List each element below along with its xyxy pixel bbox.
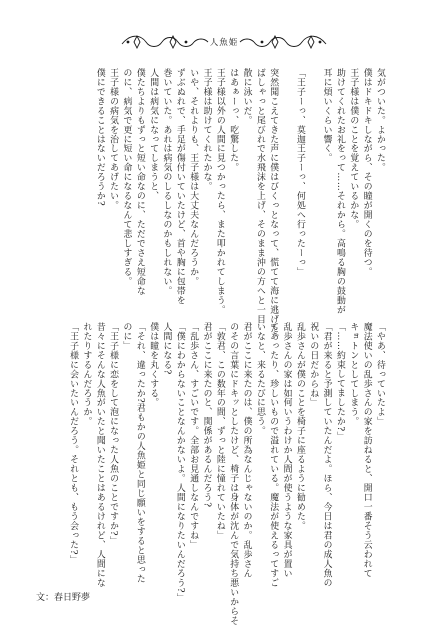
text-line: キョトンとしてしまう。 <box>348 322 359 427</box>
text-line: 僕にできることはないだろうか? <box>94 68 105 207</box>
text-line: 僕は瞳を丸くする。 <box>148 322 159 408</box>
text-line: 巻いていた。あれは病気のしるしなのかもしれない。 <box>161 68 172 296</box>
text-line: 「やあ、待っていたよ」 <box>375 322 385 427</box>
text-line: 祝いの日だからね」 <box>308 322 319 408</box>
text-line: 魔法使いの乱歩さんの家を訪ねると、開口一番そう云われて <box>361 322 372 579</box>
text-line: 王子様の病気を治してあげたい。 <box>108 68 119 211</box>
text-line: てあったり、珍しいもので溢れている。魔法が使えるってすご <box>268 322 279 588</box>
text-line: 乱歩さんの家は如何いうわけか人間が使うような家具が置い <box>281 322 292 579</box>
text-line: ばしゃっと尾びれで水飛沫を上げ、そのまま沖の方へと一目 <box>254 68 265 325</box>
text-line: 「王子様に恋をして泡になった人魚のことですか?」 <box>108 322 119 546</box>
text-line: 「君が来ると予測していたんだよ。ほら、今日は君の成人魚の <box>321 322 332 588</box>
page-title: 人魚姫 <box>209 38 239 48</box>
text-line: 人間は病気になってしまうと、 <box>148 68 159 201</box>
text-line: 君がここに来たのと、関係があるんだろう? <box>201 322 212 508</box>
text-line: 「王子ーっ、莫迦王子ーっ、何処へ行ったーっ」 <box>294 68 305 277</box>
text-line: 人間になる? <box>161 322 172 375</box>
text-line: 王子様以外の人間に見つかったら、また叩かれてしまう。 <box>214 68 225 315</box>
text-line: 僕たちよりもずっと短い命なのに、ただでさえ短命な <box>134 68 145 296</box>
right-ornament-icon <box>238 30 328 54</box>
text-line: 僕はドキドキしながら、その瞳が開くのを待つ。 <box>361 68 372 277</box>
text-line: 「王子様に会いたいんだろう。それとも、もう会った?」 <box>68 322 79 565</box>
text-line: いなと、来るたびに思う。 <box>254 322 265 436</box>
text-line: のに、病気で更に短い命になるなんて悲しすぎる。 <box>121 68 132 287</box>
text-line: 助けてくれたお礼をって……それから。高鳴る胸の鼓動が <box>334 68 345 315</box>
text-line: 「敦君、この数年の間、ずっと陸に憧れていたね」 <box>214 322 225 541</box>
text-line: 散に泳いだ。 <box>241 68 252 125</box>
text-line: 昔々にそんな人魚がいたと聞いたことはあるけれど、人間にな <box>94 322 105 588</box>
text-line: れたりするんだろうか。 <box>81 322 92 427</box>
text-line: 王子様は助けてくれたかな。 <box>201 68 212 192</box>
text-line: いや、それよりも、王子様は大丈夫なんだろうか。 <box>188 68 199 287</box>
text-line: 王子様は僕のことを覚えているかな。 <box>348 68 359 230</box>
story-text-top <box>92 68 386 344</box>
text-line: ずぶぬれで、手足が傷付いていたけど、首や胸に包帯を <box>174 68 185 306</box>
text-line: 「それ、違ったか?君もかの人魚姫と同じ願いをすると思った <box>134 322 145 584</box>
text-line: 「乱歩さん、すごいです。全部お見通しなんですね」 <box>188 322 199 550</box>
text-line: のその言葉にドキッとしたけど、椅子は身体が沈んで気持ち悪いからそ <box>228 322 239 626</box>
text-line: のに」 <box>121 322 132 351</box>
page-header <box>0 30 448 54</box>
text-line: 「……約束してましたか?」 <box>334 322 345 442</box>
text-line <box>306 68 319 308</box>
text-line: 「僕にわからないことなんかないよ。人間になりたいんだろう?」 <box>174 322 185 603</box>
text-line <box>279 68 292 308</box>
text-line: 気がついた。よかった。 <box>375 68 385 173</box>
text-line: 君がここに来たのは、僕の所為なんじゃないのか。乱歩さん <box>241 322 252 579</box>
text-line: はあぁーっ、吃驚した。 <box>228 68 239 173</box>
text-line: 乱歩さんが僕のことを椅子に座るように勧めた。 <box>294 322 305 531</box>
text-line: 突然聞こえてきた声に僕はびくっとなって、慌てて海に逃げた。 <box>268 68 279 344</box>
author-credit: 文：春日野夢 <box>36 593 91 603</box>
story-text-bottom <box>66 322 386 626</box>
text-line: 耳に煩いくらい響く。 <box>321 68 332 163</box>
